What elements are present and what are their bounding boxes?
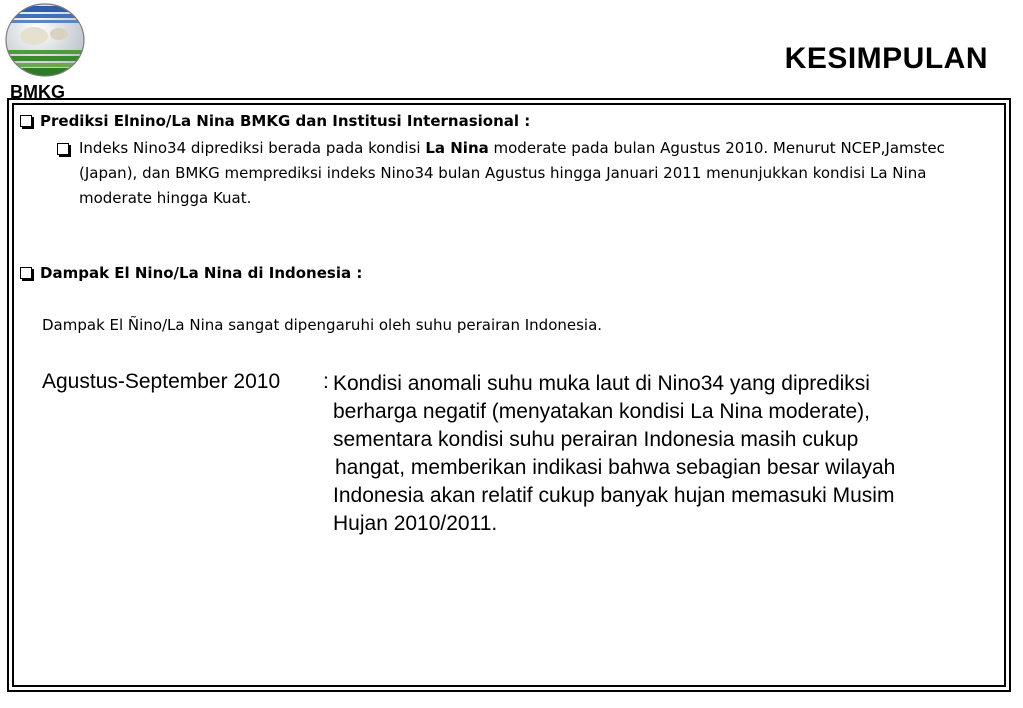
- period-line: berharga negatif (menyatakan kondisi La Nina moderate),: [333, 400, 870, 423]
- period-line: Indonesia akan relatif cukup banyak hujan memasuki Musim: [333, 484, 895, 507]
- period-line: hangat, memberikan indikasi bahwa sebagian besar wilayah: [335, 456, 896, 479]
- prediction-bullet-item: [57, 136, 947, 211]
- logo-label: BMKG: [10, 82, 65, 102]
- period-line: sementara kondisi suhu perairan Indonesia masih cukup: [333, 428, 859, 451]
- hollow-square-bullet-icon: [20, 267, 32, 279]
- hollow-square-bullet-icon: [57, 143, 69, 155]
- section-heading-impact-text: Dampak El Nino/La Nina di Indonesia :: [40, 264, 363, 282]
- la-nina-bold: La Nina: [425, 139, 489, 157]
- period-line: Kondisi anomali suhu muka laut di Nino34 yang diprediksi: [333, 372, 870, 395]
- hollow-square-bullet-icon: [20, 115, 32, 127]
- period-label: Agustus-September 2010: [42, 370, 281, 393]
- section-heading-prediction-text: Prediksi Elnino/La Nina BMKG dan Institusi Internasional :: [40, 112, 531, 130]
- page-title: KESIMPULAN: [784, 42, 988, 75]
- section-heading-prediction: [20, 112, 530, 130]
- prediction-bullet-text: Indeks Nino34 diprediksi berada pada kondisi La Nina moderate pada bulan Agustus 2010. Menurut NCEP,Jamstec (Japan), dan BMKG memprediksi indeks Nino34 bulan Agustus hingga Januari 2011 menunjukkan kondisi La Nina moderate hingga Kuat.: [79, 139, 945, 207]
- bmkg-logo: [4, 2, 86, 78]
- period-description: [333, 370, 983, 538]
- period-line: Hujan 2010/2011.: [333, 512, 498, 535]
- section-heading-impact: [20, 264, 362, 282]
- impact-paragraph: Dampak El Ñino/La Nina sangat dipengaruhi oleh suhu perairan Indonesia.: [42, 316, 603, 334]
- period-colon: :: [323, 370, 329, 393]
